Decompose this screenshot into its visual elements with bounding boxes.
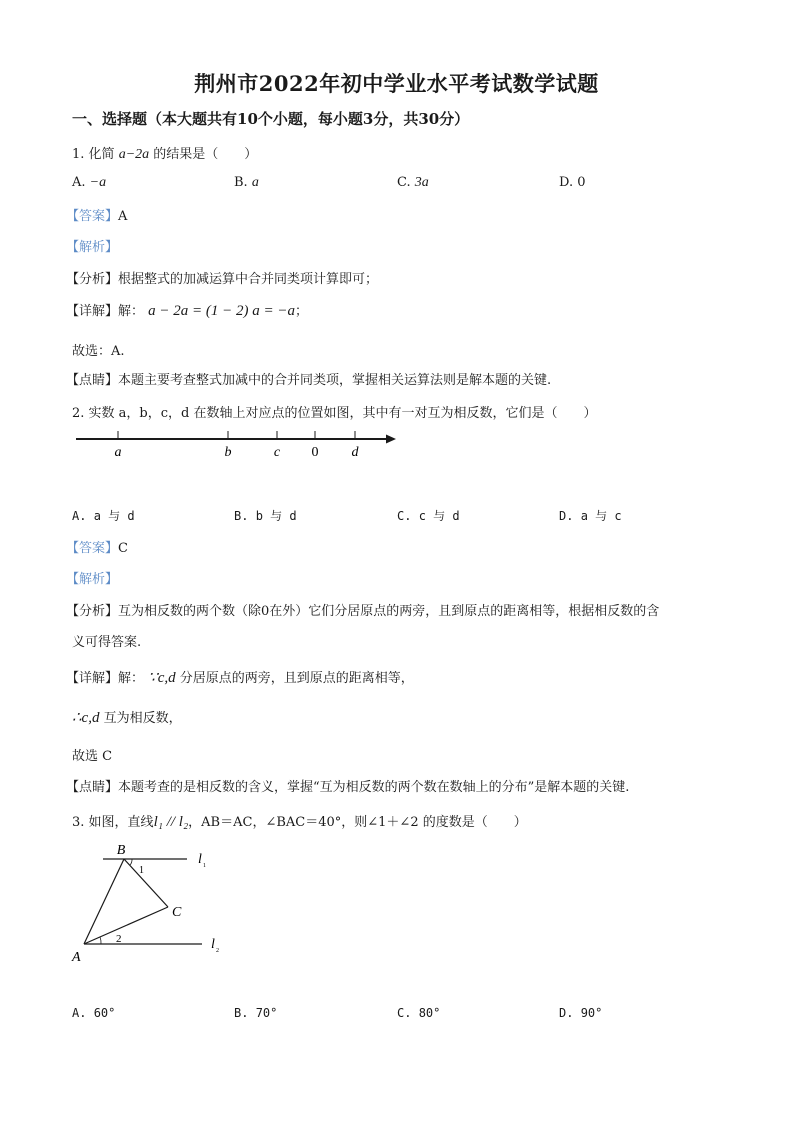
question-3-stem (72, 811, 527, 831)
option-a[interactable] (72, 1006, 115, 1020)
segment-ab (84, 859, 124, 944)
triangle-figure (60, 835, 240, 970)
fenxi-text: 互为相反数的两个数（除0在外）它们分居原点的两旁，且到原点的距离相等，根据相反数的含 (118, 604, 660, 619)
answer-line-2 (66, 537, 128, 556)
stem-text: 的结果是（ ） (149, 147, 258, 162)
detail-line-2 (66, 667, 414, 687)
fenxi-line-2-cont: 义可得答案. (72, 635, 142, 650)
option-text: 0 (577, 175, 586, 190)
question-number: 1. (72, 147, 85, 162)
detail-label: 【详解】 (66, 304, 119, 319)
option-c[interactable] (397, 1006, 440, 1020)
answer-value: C (118, 541, 128, 556)
therefore-expression: ∴c,d (72, 710, 100, 726)
option-letter: A. (72, 175, 86, 190)
option-text: c 与 d (418, 509, 460, 523)
therefore-line-2 (72, 707, 182, 727)
comment-line-1 (66, 369, 551, 388)
detail-text: 解： (118, 671, 145, 686)
line-l1-subscript: 1 (203, 863, 206, 869)
segment-ac (84, 907, 168, 944)
line-l2-label: l (211, 937, 215, 952)
detail-expression: ∵c,d (148, 670, 176, 686)
stem-text: ，AB＝AC，∠BAC＝40°，则∠1＋∠2 的度数是（ ） (188, 815, 527, 830)
stem-text: 实数 a，b，c，d 在数轴上对应点的位置如图，其中有一对互为相反数，它们是（ ） (88, 406, 597, 421)
parallel-lines-expression: l₁ // l₂ (153, 814, 189, 830)
option-letter: C. (397, 1006, 412, 1020)
option-letter: B. (234, 509, 249, 523)
option-b[interactable] (234, 507, 297, 524)
question-2-stem (72, 402, 597, 421)
angle-1-arc (130, 859, 132, 865)
section-heading: 一、选择题（本大题共有10个小题，每小题3分，共30分） (72, 110, 470, 128)
angle-2-arc (100, 937, 101, 944)
detail-label: 【详解】 (66, 671, 119, 686)
fenxi-text: 根据整式的加减运算中合并同类项计算即可； (118, 272, 379, 287)
option-letter: B. (234, 175, 248, 190)
stem-text: 化简 (88, 147, 119, 162)
option-b[interactable] (234, 1006, 277, 1020)
option-text: 80° (418, 1006, 441, 1020)
line-l1-label: l (198, 852, 202, 867)
option-letter: D. (559, 509, 574, 523)
analysis-label: 【解析】 (66, 572, 119, 587)
stem-expression: a−2a (118, 147, 150, 162)
option-letter: B. (234, 1006, 249, 1020)
detail-line-1 (66, 300, 308, 320)
point-label-0: 0 (311, 445, 319, 460)
comment-label: 【点睛】 (66, 780, 119, 795)
option-text: a (251, 175, 259, 190)
option-a[interactable] (72, 507, 135, 524)
option-b[interactable] (234, 175, 259, 191)
detail-text: 分居原点的两旁，且到原点的距离相等， (175, 671, 414, 686)
option-d[interactable] (559, 507, 622, 524)
option-letter: C. (397, 509, 412, 523)
option-text: 90° (580, 1006, 603, 1020)
point-a-label: A (72, 950, 81, 965)
option-a[interactable] (72, 175, 106, 191)
answer-value: A (118, 209, 128, 224)
segment-bc (124, 859, 168, 907)
question-1-stem (72, 143, 257, 163)
line-l2-subscript: 2 (216, 948, 219, 954)
option-letter: D. (559, 175, 574, 190)
comment-text: 本题主要考查整式加减中的合并同类项，掌握相关运算法则是解本题的关键. (118, 373, 552, 388)
point-label-c: c (273, 445, 281, 460)
option-letter: A. (72, 509, 87, 523)
fenxi-label: 【分析】 (66, 604, 119, 619)
option-text: 3a (414, 175, 429, 190)
point-label-d: d (351, 445, 359, 460)
stem-text: 如图，直线 (88, 815, 154, 830)
point-b-label: B (116, 843, 126, 858)
detail-text: ； (295, 304, 309, 319)
conclusion-2: 故选 C (72, 749, 113, 764)
answer-line-1 (66, 205, 127, 224)
answer-label: 【答案】 (66, 541, 119, 556)
arrow-icon (386, 435, 396, 444)
point-label-a: a (114, 445, 122, 460)
comment-label: 【点睛】 (66, 373, 119, 388)
option-d[interactable] (559, 175, 586, 190)
answer-label: 【答案】 (66, 209, 119, 224)
option-letter: C. (397, 175, 411, 190)
question-number: 3. (72, 815, 85, 830)
option-c[interactable] (397, 507, 460, 524)
option-text: 60° (93, 1006, 116, 1020)
comment-line-2 (66, 776, 629, 795)
option-text: a 与 c (580, 509, 622, 523)
page-title: 荆州市2022年初中学业水平考试数学试题 (194, 71, 599, 96)
fenxi-line-2 (66, 600, 659, 619)
option-text: 70° (255, 1006, 278, 1020)
option-text: a 与 d (93, 509, 135, 523)
detail-text: 解： (118, 304, 145, 319)
comment-text: 本题考查的是相反数的含义，掌握“互为相反数的两个数在数轴上的分布”是解本题的关键. (118, 780, 630, 795)
angle-2-label: 2 (116, 933, 122, 945)
option-d[interactable] (559, 1006, 602, 1020)
therefore-text: 互为相反数， (99, 711, 182, 726)
detail-formula: a − 2a = (1 − 2) a = −a (148, 303, 296, 319)
question-number: 2. (72, 406, 85, 421)
angle-1-label: 1 (139, 865, 144, 876)
option-letter: D. (559, 1006, 574, 1020)
conclusion-1: 故选：A. (72, 344, 125, 359)
option-text: −a (89, 175, 107, 190)
option-letter: A. (72, 1006, 87, 1020)
option-text: b 与 d (255, 509, 297, 523)
fenxi-label: 【分析】 (66, 272, 119, 287)
point-label-b: b (224, 445, 232, 460)
fenxi-line-1 (66, 268, 378, 287)
point-c-label: C (172, 905, 182, 920)
number-line-figure (0, 425, 420, 465)
option-c[interactable] (397, 175, 429, 191)
analysis-label: 【解析】 (66, 240, 119, 255)
